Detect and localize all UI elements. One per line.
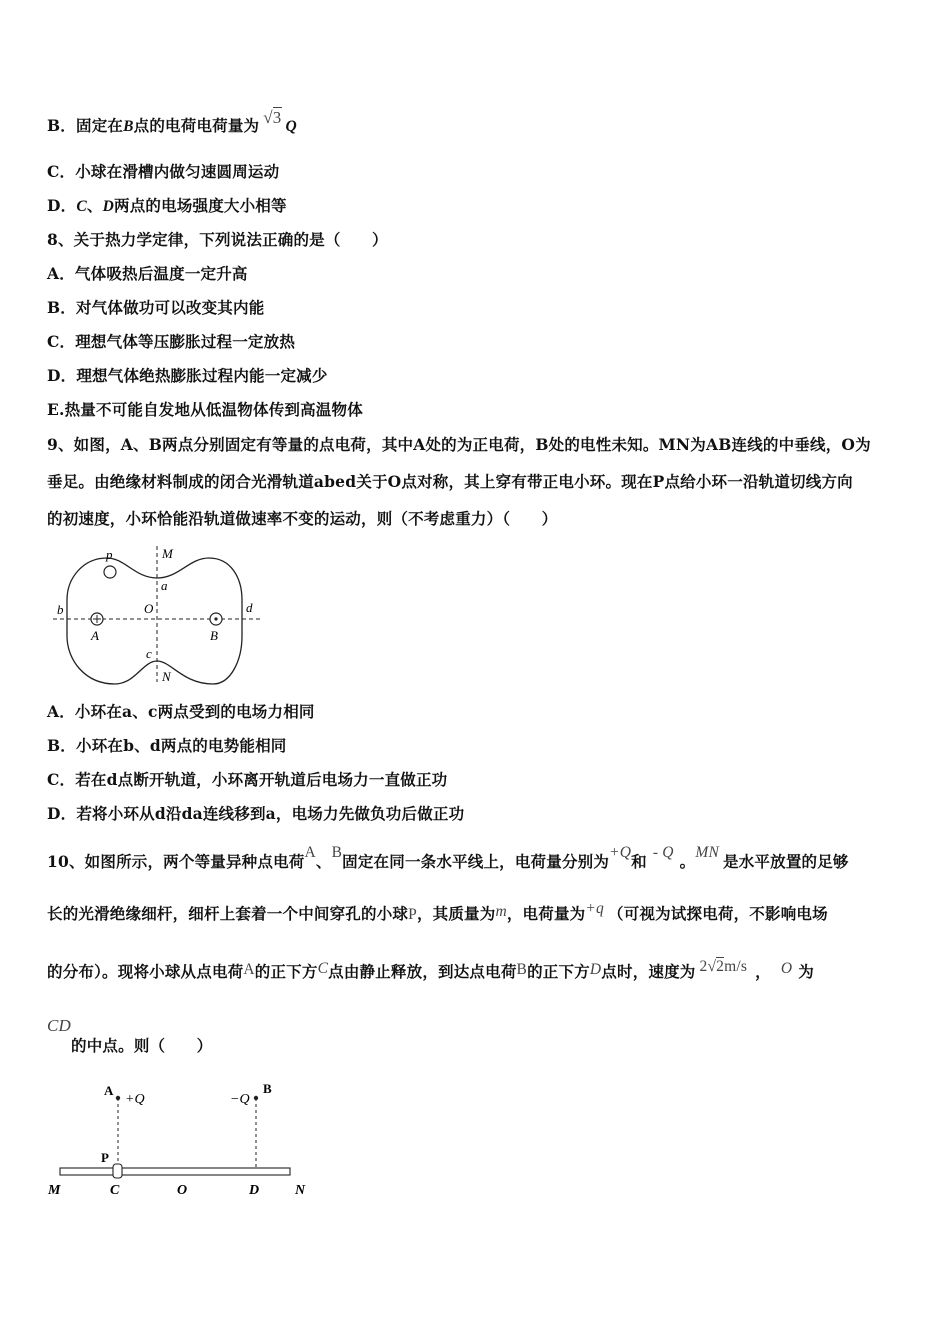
q10-l1-sep: 、 (315, 852, 332, 871)
q9-option-d: D．若将小环从d沿da连线移到a，电场力先做负功后做正功 (47, 804, 465, 823)
q10-l3-text-a: 的分布）。现将小球从点电荷 (47, 962, 244, 981)
q9-label-a: a (161, 578, 168, 593)
q8-option-b: B．对气体做功可以改变其内能 (47, 298, 265, 317)
q10-label-minus-q: −Q (230, 1092, 250, 1107)
q10-ball-p (113, 1164, 122, 1178)
sqrt-icon: √ (263, 108, 273, 127)
q7-b-q: Q (285, 118, 297, 135)
q10-l3-d: D (589, 961, 602, 978)
q10-label-m: M (48, 1183, 61, 1198)
q8-option-d: D．理想气体绝热膨胀过程内能一定减少 (47, 366, 328, 385)
q10-l1-var-a: A (304, 844, 316, 861)
q10-charge-a-dot (116, 1096, 120, 1100)
q7-d-prefix: D． (47, 196, 77, 215)
q7-d-post: 两点的电场强度大小相等 (114, 196, 287, 215)
q10-label-plus-q: +Q (125, 1092, 145, 1107)
q8-option-e: E.热量不可能自发地从低温物体传到高温物体 (47, 400, 363, 419)
q10-l3-text-b: 的正下方 (254, 962, 318, 981)
q9-label-n: N (162, 669, 171, 684)
q10-l2-text-c: ，电荷量为 (506, 904, 586, 923)
q7-option-d (47, 194, 287, 216)
q10-rod (60, 1168, 290, 1175)
q7-option-c: C．小球在滑槽内做匀速圆周运动 (47, 162, 280, 181)
q10-l1-minus-q: - Q (652, 844, 674, 861)
q10-label-a: A (104, 1083, 114, 1098)
q9-label-charge-b: B (210, 628, 218, 643)
q10-l3-text-e: 点时，速度为 (601, 962, 696, 981)
q7-d-c: C (76, 198, 87, 215)
q10-l1-dot: 。 (679, 852, 696, 871)
q10-v-coef: 2 (699, 958, 708, 975)
q10-l3-text-f: ， (755, 962, 771, 981)
q10-l2-q: +q (585, 900, 604, 917)
q9-stem-line2: 垂足。由绝缘材料制成的闭合光滑轨道abed关于O点对称，其上穿有带正电小环。现在P点给小环一沿轨道切线方向 (47, 472, 853, 491)
q9-stem-line3: 的初速度，小环恰能沿轨道做速率不变的运动，则（不考虑重力）（ ） (47, 509, 558, 528)
q10-l2-text-d: （可视为试探电荷，不影响电场 (608, 904, 828, 923)
q8-stem: 8、关于热力学定律，下列说法正确的是（ ） (47, 230, 388, 249)
q9-label-p: p (106, 547, 113, 562)
q10-l2-m: m (495, 903, 507, 920)
q9-label-m: M (162, 546, 173, 561)
q10-l3-text-g: 为 (798, 962, 814, 981)
q9-label-charge-a: A (91, 628, 99, 643)
q10-stem-line2 (47, 902, 828, 924)
q10-l1-text-b: 固定在同一条水平线上，电荷量分别为 (342, 852, 610, 871)
q10-l3-text-d: 的正下方 (527, 962, 590, 981)
q10-stem-line3 (47, 960, 814, 982)
q7-b-var: B (123, 118, 134, 135)
q10-charge-b-dot (254, 1096, 258, 1100)
q7-d-d: D (102, 198, 114, 215)
q9-label-b: b (57, 602, 64, 617)
q10-l2-p: P (408, 906, 417, 923)
q9-ring-p (104, 566, 116, 578)
sqrt-icon: √ (707, 958, 717, 975)
q10-l3-text-c: 点由静止释放，到达点电荷 (328, 962, 517, 981)
q10-v-radicand: 2 (716, 958, 725, 975)
q10-label-o: O (177, 1183, 188, 1198)
q9-stem-line1: 9、如图，A、B两点分别固定有等量的点电荷，其中A处的为正电荷，B处的电性未知。MN为AB连线的中垂线，O为 (47, 435, 871, 454)
q10-l1-var-b: B (331, 844, 343, 861)
q8-option-c: C．理想气体等压膨胀过程一定放热 (47, 332, 296, 351)
q10-velocity (700, 958, 748, 975)
q8-option-a: A．气体吸热后温度一定升高 (47, 264, 248, 283)
q10-label-n: N (295, 1183, 306, 1198)
q10-stem-line1 (47, 844, 849, 872)
q10-l3-b: B (516, 961, 528, 978)
q10-l4-text-a: 的中点。则（ ） (71, 1036, 213, 1055)
q10-label-d: D (249, 1183, 260, 1198)
q10-figure (45, 1078, 320, 1203)
q9-charge-b-dot (214, 617, 217, 620)
q10-l1-plus-q: +Q (609, 844, 632, 861)
q10-l1-mn: MN (695, 844, 720, 861)
q10-v-unit: m/s (724, 958, 748, 975)
q10-label-p: P (101, 1150, 109, 1165)
q7-b-mid: 点的电荷电荷量为 (133, 116, 260, 135)
q7-option-b (47, 108, 297, 136)
q10-l1-text-c: 是水平放置的足够 (723, 852, 849, 871)
q9-label-c: c (146, 646, 152, 661)
q10-l1-and: 和 (631, 852, 647, 871)
q10-l3-o: O (780, 960, 793, 977)
q10-l2-text-b: ，其质量为 (416, 904, 496, 923)
q10-l3-c: C (317, 960, 329, 977)
q10-l4-cd: CD (47, 1016, 72, 1035)
q9-figure (45, 538, 270, 688)
q10-l2-text-a: 长的光滑绝缘细杆，细杆上套着一个中间穿孔的小球 (47, 904, 409, 923)
q7-b-sqrt-value: 3 (272, 108, 282, 127)
q10-label-b: B (263, 1081, 272, 1096)
q10-stem-line4 (47, 1016, 213, 1055)
q10-l1-text-a: 10、如图所示，两个等量异种点电荷 (47, 852, 305, 871)
q9-label-o: O (144, 601, 154, 616)
q9-label-d: d (246, 600, 253, 615)
q10-l3-a: A (243, 961, 255, 978)
q7-d-sep: 、 (86, 196, 103, 215)
q9-option-a: A．小环在a、c两点受到的电场力相同 (47, 702, 315, 721)
q9-option-b: B．小环在b、d两点的电势能相同 (47, 736, 287, 755)
q10-label-c: C (110, 1183, 120, 1198)
q7-b-prefix: B．固定在 (47, 116, 124, 135)
q9-option-c: C．若在d点断开轨道，小环离开轨道后电场力一直做正功 (47, 770, 448, 789)
